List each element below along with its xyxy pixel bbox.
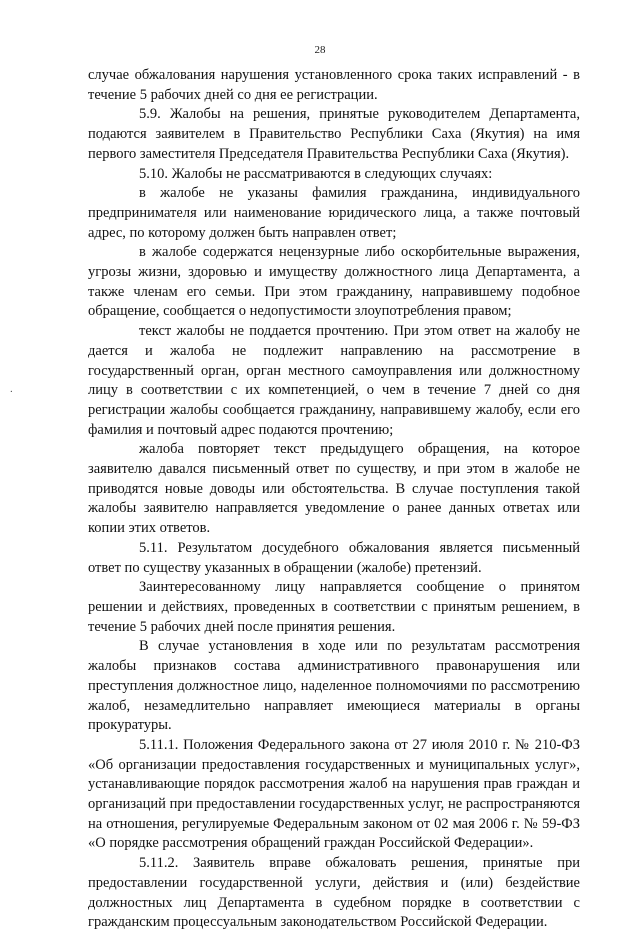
paragraph-continuation: случае обжалования нарушения установленного срока таких исправлений - в течение 5 рабочих дней со дня ее регистрации. [88,67,580,103]
paragraph-5-11-2: 5.11.2. Заявитель вправе обжаловать решения, принятые при предоставлении государственной услуги, действия и (или) бездействие должностных лиц Департамента в судебном порядке в соответствии с гражданским процессуальным законодательством Российской Федерации. [88,855,580,931]
margin-mark: . [10,383,13,395]
paragraph-prosecution: В случае установления в ходе или по результатам рассмотрения жалобы признаков состава административного правонарушения или преступления должностное лицо, наделенное полномочиями по рассмотрению жалоб, незамедлительно направляет имеющиеся материалы в органы прокуратуры. [88,638,580,734]
paragraph-case-3: текст жалобы не поддается прочтению. При этом ответ на жалобу не дается и жалоба не подлежит направлению на рассмотрение в государственный орган, орган местного самоуправления или должностному лицу в соответствии с их компетенцией, о чем в течение 7 дней со дня регистрации жалобы сообщается гражданину, направившему жалобу, если его фамилия и почтовый адрес подаются прочтению; [88,323,580,438]
paragraph-case-4: жалоба повторяет текст предыдущего обращения, на которое заявителю давался письменный ответ по существу, и при этом в жалобе не приводятся новые доводы или обстоятельства. В случае поступления такой жалобы заявителю направляется уведомление о ранее данных ответах или копии этих ответов. [88,441,580,537]
paragraph-5-11-1: 5.11.1. Положения Федерального закона от 27 июля 2010 г. № 210-ФЗ «Об организации предоставления государственных и муниципальных услуг», устанавливающие порядок рассмотрения жалоб на нарушения прав граждан и организаций при предоставлении государственных услуг, не распространяются на отношения, регулируемые Федеральным законом от 02 мая 2006 г. № 59-ФЗ «О порядке рассмотрения обращений граждан Российской Федерации». [88,736,580,852]
document-body [88,66,580,933]
paragraph-notification: Заинтересованному лицу направляется сообщение о принятом решении и действиях, проведенных в соответствии с принятым решением, в течение 5 рабочих дней после принятия решения. [88,579,580,635]
paragraph-5-9: 5.9. Жалобы на решения, принятые руководителем Департамента, подаются заявителем в Правительство Республики Саха (Якутия) на имя первого заместителя Председателя Правительства Республики Саха (Якутия). [88,106,580,162]
page-number: 28 [314,44,326,56]
paragraph-case-2: в жалобе содержатся нецензурные либо оскорбительные выражения, угрозы жизни, здоровью и имуществу должностного лица Департамента, а также членам его семьи. При этом гражданину, направившему подобное обращение, сообщается о недопустимости злоупотребления правом; [88,244,580,320]
paragraph-5-11: 5.11. Результатом досудебного обжалования является письменный ответ по существу указанных в обращении (жалобе) претензий. [88,539,580,576]
paragraph-5-10: 5.10. Жалобы не рассматриваются в следующих случаях: [139,165,493,182]
paragraph-case-1: в жалобе не указаны фамилия гражданина, индивидуального предпринимателя или наименование юридического лица, а также почтовый адрес, по которому должен быть направлен ответ; [88,185,580,241]
